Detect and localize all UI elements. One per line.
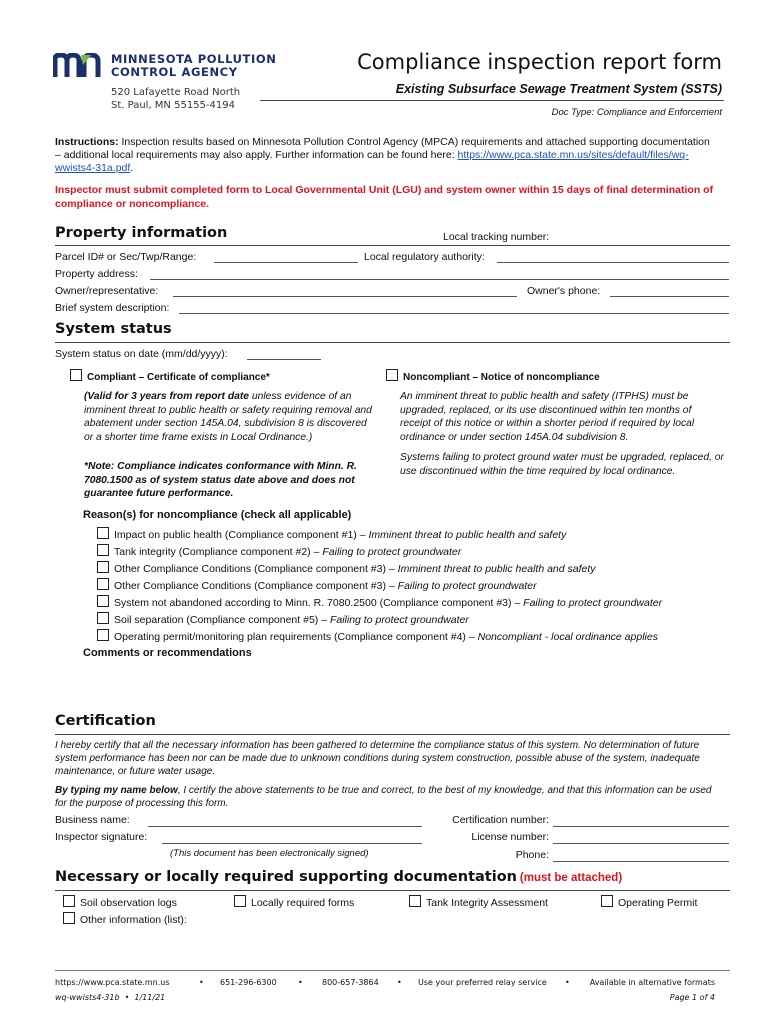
docs-heading: Necessary or locally required supporting documentation <box>55 869 517 885</box>
doc-soil-label: Soil observation logs <box>80 897 177 909</box>
footer-bullet-3: • <box>397 978 402 987</box>
reason-text: Tank integrity (Compliance component #2) – <box>114 546 323 558</box>
mpca-logo-icon <box>53 53 105 79</box>
noncompliant-option[interactable] <box>386 369 600 383</box>
owner-phone-label: Owner's phone: <box>527 285 601 297</box>
status-heading: System status <box>55 321 172 337</box>
business-input[interactable] <box>148 815 422 827</box>
reason-checkbox[interactable] <box>97 578 109 590</box>
authority-label: Local regulatory authority: <box>364 251 485 263</box>
reason-note: Failing to protect groundwater <box>397 580 537 592</box>
reason-item[interactable] <box>97 544 461 558</box>
reason-item[interactable] <box>97 595 662 609</box>
reason-checkbox[interactable] <box>97 629 109 641</box>
compliant-rest-text: unless evidence of an imminent threat to public health or safety requiring removal and abatement under section 145A.04, subdivision 8 is discovered or a shorter time frame exists in Local Ordinance.) <box>84 391 372 443</box>
reason-text: Other Compliance Conditions (Compliance component #3) – <box>114 580 398 592</box>
reason-text: Impact on public health (Compliance component #1) – <box>114 529 369 541</box>
reasons-heading: Reason(s) for noncompliance (check all applicable) <box>83 509 352 521</box>
comments-textarea[interactable] <box>83 664 723 704</box>
doc-other-checkbox[interactable] <box>63 912 75 924</box>
instructions-link[interactable]: https://www.pca.state.mn.us/sites/default/files/wq-wwists4-31a.pdf <box>55 149 689 174</box>
reason-text: Other Compliance Conditions (Compliance component #3) – <box>114 563 398 575</box>
reason-note: Imminent threat to public health and safety <box>397 563 596 575</box>
reason-item[interactable] <box>97 629 658 643</box>
doc-other-label: Other information (list): <box>80 914 187 926</box>
org-address-line2: St. Paul, MN 55155-4194 <box>111 100 235 111</box>
reason-item[interactable] <box>97 527 566 541</box>
consent-rest: , I certify the above statements to be true and correct, to the best of my knowledge, and that this information can be used for the purpose of processing this form. <box>55 785 712 809</box>
org-name-line1: MINNESOTA POLLUTION <box>111 52 277 66</box>
reason-checkbox[interactable] <box>97 544 109 556</box>
reason-text: Operating permit/monitoring plan requirements (Compliance component #4) – <box>114 631 478 643</box>
certification-statement: I hereby certify that all the necessary information has been gathered to determine the compliance status of this system. No determination of future system performance has been nor can be made due to unknown conditions during system construction, possible abuse of the system, inadequate maintenance, or future water usage. <box>55 740 700 777</box>
license-input[interactable] <box>553 832 729 844</box>
owner-phone-input[interactable] <box>610 285 729 297</box>
noncompliant-label: Noncompliant – Notice of noncompliance <box>403 372 600 383</box>
compliant-description <box>84 390 374 444</box>
reason-note: Imminent threat to public health and safety <box>368 529 567 541</box>
reason-checkbox[interactable] <box>97 527 109 539</box>
esigned-note: (This document has been electronically signed) <box>170 848 369 859</box>
footer-url[interactable]: https://www.pca.state.mn.us <box>55 978 170 987</box>
address-input[interactable] <box>150 268 729 280</box>
business-label: Business name: <box>55 814 130 826</box>
footer-relay: Use your preferred relay service <box>418 978 547 987</box>
reason-checkbox[interactable] <box>97 561 109 573</box>
parcel-input[interactable] <box>214 251 358 263</box>
parcel-label: Parcel ID# or Sec/Twp/Range: <box>55 251 197 263</box>
owner-label: Owner/representative: <box>55 285 159 297</box>
submission-warning: Inspector must submit completed form to Local Governmental Unit (LGU) and system owner within 15 days of final determination of compliance or noncompliance. <box>55 184 714 210</box>
footer-alt-formats: Available in alternative formats <box>589 978 715 987</box>
instructions-block <box>55 136 715 175</box>
compliant-label: Compliant – Certificate of compliance* <box>87 372 270 383</box>
doc-local-option[interactable] <box>234 895 354 909</box>
compliant-valid-text: (Valid for 3 years from report date <box>84 391 249 402</box>
reason-text: Soil separation (Compliance component #5) – <box>114 614 330 626</box>
noncompliant-groundwater-text: Systems failing to protect ground water must be upgraded, replaced, or use discontinued within the time required by local ordinance. <box>400 452 724 477</box>
reason-note: Failing to protect groundwater <box>322 546 462 558</box>
footer-bullet-4: • <box>565 978 570 987</box>
cert-number-label: Certification number: <box>452 814 549 826</box>
org-address-line1: 520 Lafayette Road North <box>111 87 241 98</box>
reason-note: Noncompliant - local ordinance applies <box>477 631 658 643</box>
doc-permit-checkbox[interactable] <box>601 895 613 907</box>
phone-input[interactable] <box>553 850 729 862</box>
reason-text: System not abandoned according to Minn. R. 7080.2500 (Compliance component #3) – <box>114 597 524 609</box>
instructions-period: . <box>130 162 134 174</box>
instructions-text: Inspection results based on Minnesota Pollution Control Agency (MPCA) requirements and attached supporting documentation – additional local requirements may also apply. Further information can be found here: <box>55 136 710 161</box>
page-title: Compliance inspection report form <box>357 50 722 74</box>
license-label: License number: <box>471 831 549 843</box>
noncompliant-description: An imminent threat to public health and safety (ITPHS) must be upgraded, replaced, or its use discontinued within ten months of receipt of this notice or within a shorter period if required by local ordinance or under section 145A.04 subdivision 8. <box>400 391 695 443</box>
address-label: Property address: <box>55 268 138 280</box>
doc-tank-checkbox[interactable] <box>409 895 421 907</box>
doc-local-checkbox[interactable] <box>234 895 246 907</box>
footer-page-number: Page 1 of 4 <box>669 993 715 1002</box>
doc-other-option[interactable] <box>63 912 187 926</box>
consent-bold: By typing my name below <box>55 785 178 796</box>
signature-input[interactable] <box>162 832 422 844</box>
reason-note: Failing to protect groundwater <box>523 597 663 609</box>
docs-must-attach: (must be attached) <box>519 872 623 884</box>
local-tracking-label: Local tracking number: <box>443 231 550 243</box>
description-label: Brief system description: <box>55 302 170 314</box>
reason-item[interactable] <box>97 561 596 575</box>
footer-phone-2: 800-657-3864 <box>322 978 379 987</box>
footer-bullet-2: • <box>298 978 303 987</box>
instructions-label: Instructions: <box>55 136 119 148</box>
doc-permit-option[interactable] <box>601 895 697 909</box>
doc-soil-option[interactable] <box>63 895 177 909</box>
compliance-note: *Note: Compliance indicates conformance with Minn. R. 7080.1500 as of system status date above and does not guarantee future performance. <box>84 461 357 499</box>
signature-label: Inspector signature: <box>55 831 148 843</box>
reason-item[interactable] <box>97 612 469 626</box>
reason-note: Failing to protect groundwater <box>329 614 469 626</box>
authority-input[interactable] <box>497 251 729 263</box>
doc-local-label: Locally required forms <box>251 897 355 909</box>
certification-consent <box>55 784 725 810</box>
org-name-line2: CONTROL AGENCY <box>111 65 238 79</box>
footer-code: wq-wwists4-31b • 1/11/21 <box>55 993 166 1002</box>
reason-checkbox[interactable] <box>97 595 109 607</box>
doc-type: Doc Type: Compliance and Enforcement <box>551 107 722 118</box>
description-input[interactable] <box>179 302 729 314</box>
doc-soil-checkbox[interactable] <box>63 895 75 907</box>
reason-item[interactable] <box>97 578 537 592</box>
doc-tank-option[interactable] <box>409 895 548 909</box>
footer-bullet-1: • <box>199 978 204 987</box>
status-date-label: System status on date (mm/dd/yyyy): <box>55 348 228 360</box>
doc-permit-label: Operating Permit <box>618 897 698 909</box>
reason-checkbox[interactable] <box>97 612 109 624</box>
owner-input[interactable] <box>173 285 517 297</box>
compliant-option[interactable] <box>70 369 270 383</box>
page-subtitle: Existing Subsurface Sewage Treatment System (SSTS) <box>395 82 722 96</box>
cert-number-input[interactable] <box>553 815 729 827</box>
certification-heading: Certification <box>55 713 156 729</box>
doc-tank-label: Tank Integrity Assessment <box>426 897 548 909</box>
status-date-input[interactable] <box>247 348 321 360</box>
compliant-checkbox[interactable] <box>70 369 82 381</box>
property-heading: Property information <box>55 225 228 241</box>
phone-label: Phone: <box>515 849 549 861</box>
docs-heading-row <box>55 869 622 885</box>
comments-heading: Comments or recommendations <box>83 647 252 659</box>
footer-phone-1: 651-296-6300 <box>220 978 277 987</box>
noncompliant-checkbox[interactable] <box>386 369 398 381</box>
